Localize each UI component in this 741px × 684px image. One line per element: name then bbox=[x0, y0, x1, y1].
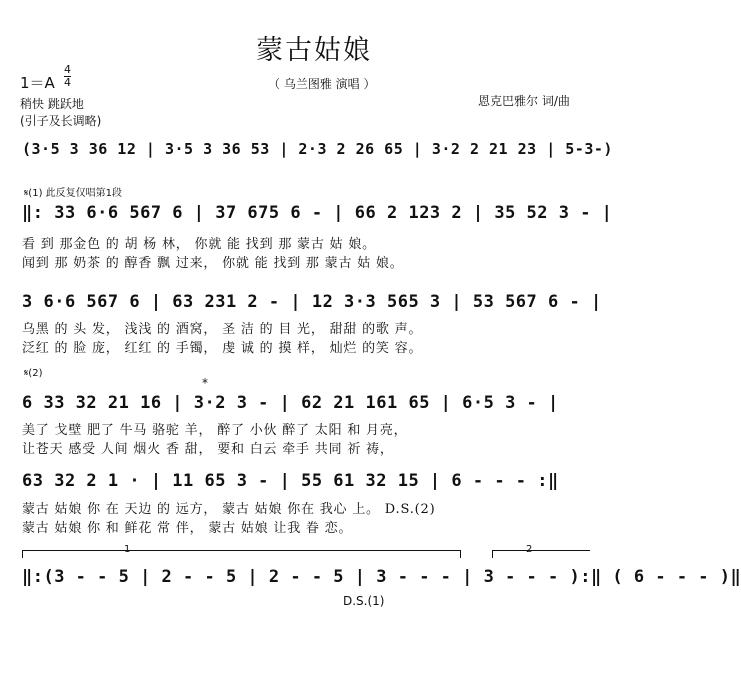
section2-label: 𝄋(2) bbox=[24, 368, 43, 379]
volta-1-bracket bbox=[22, 550, 460, 551]
staff-1-notes: ‖: 33 6·6 567 6 | 37 675 6 - | 66 2 123 2 | 35 52 3 - | bbox=[22, 203, 613, 223]
volta-1-number: 1 bbox=[124, 544, 131, 555]
time-bottom: 4 bbox=[64, 76, 71, 89]
staff-4-lyric-2: 蒙古 姑娘 你 和 鲜花 常 伴， 蒙古 姑娘 让我 眷 恋。 bbox=[22, 521, 353, 536]
performer: （ 乌兰图雅 演唱 ） bbox=[268, 77, 376, 91]
ds1-mark: D.S.(1) bbox=[343, 594, 385, 608]
volta-1-tick-left bbox=[22, 550, 23, 558]
tempo: 稍快 跳跃地 bbox=[20, 97, 84, 111]
volta-2-number: 2 bbox=[526, 544, 533, 555]
intro-line: (3·5 3 36 12 | 3·5 3 36 53 | 2·3 2 26 65 | 3·2 2 21 23 | 5-3-) bbox=[22, 140, 613, 158]
intro-note: (引子及长调略) bbox=[20, 114, 102, 128]
song-title: 蒙古姑娘 bbox=[256, 35, 372, 66]
volta-2-bracket bbox=[492, 550, 590, 551]
staff-3-notes: 6 33 32 21 16 | 3·2 3 - | 62 21 161 65 | 6·5 3 - | bbox=[22, 393, 559, 413]
staff-1-lyric-1: 看 到 那金色 的 胡 杨 林， 你就 能 找到 那 蒙古 姑 娘。 bbox=[22, 237, 376, 252]
key-signature: 1＝A bbox=[20, 74, 55, 92]
staff-4-lyric-1: 蒙古 姑娘 你 在 天边 的 远方， 蒙古 姑娘 你在 我心 上。 D.S.(2) bbox=[22, 502, 436, 517]
staff-4-notes: 63 32 2 1 · | 11 65 3 - | 55 61 32 15 | 6 - - - :‖ bbox=[22, 471, 559, 491]
section1-label: 𝄋(1) 此反复仅唱第1段 bbox=[24, 188, 123, 199]
credits: 恩克巴雅尔 词/曲 bbox=[478, 94, 570, 108]
staff-2-lyric-2: 泛红 的 脸 庞， 红红 的 手镯， 虔 诚 的 摸 样， 灿烂 的笑 容。 bbox=[22, 341, 423, 356]
staff-2-notes: 3 6·6 567 6 | 63 231 2 - | 12 3·3 565 3 | 53 567 6 - | bbox=[22, 292, 602, 312]
time-signature bbox=[64, 64, 71, 88]
staff-5-notes: ‖:(3 - - 5 | 2 - - 5 | 2 - - 5 | 3 - - - | 3 - - - ):‖ ( 6 - - - )‖ bbox=[22, 567, 741, 587]
staff-3-lyric-2: 让苍天 感受 人间 烟火 香 甜， 要和 白云 牵手 共同 祈 祷， bbox=[22, 442, 394, 457]
volta-2-tick-left bbox=[492, 550, 493, 558]
star-mark: * bbox=[202, 376, 208, 390]
time-top: 4 bbox=[64, 63, 71, 76]
staff-2-lyric-1: 乌黑 的 头 发， 浅浅 的 酒窝， 圣 洁 的 目 光， 甜甜 的歌 声。 bbox=[22, 322, 423, 337]
volta-1-tick-right bbox=[460, 550, 461, 558]
staff-3-lyric-1: 美了 戈壁 肥了 牛马 骆驼 羊， 醉了 小伙 醉了 太阳 和 月亮， bbox=[22, 423, 408, 438]
staff-1-lyric-2: 闻到 那 奶茶 的 醇香 飘 过来， 你就 能 找到 那 蒙古 姑 娘。 bbox=[22, 256, 404, 271]
